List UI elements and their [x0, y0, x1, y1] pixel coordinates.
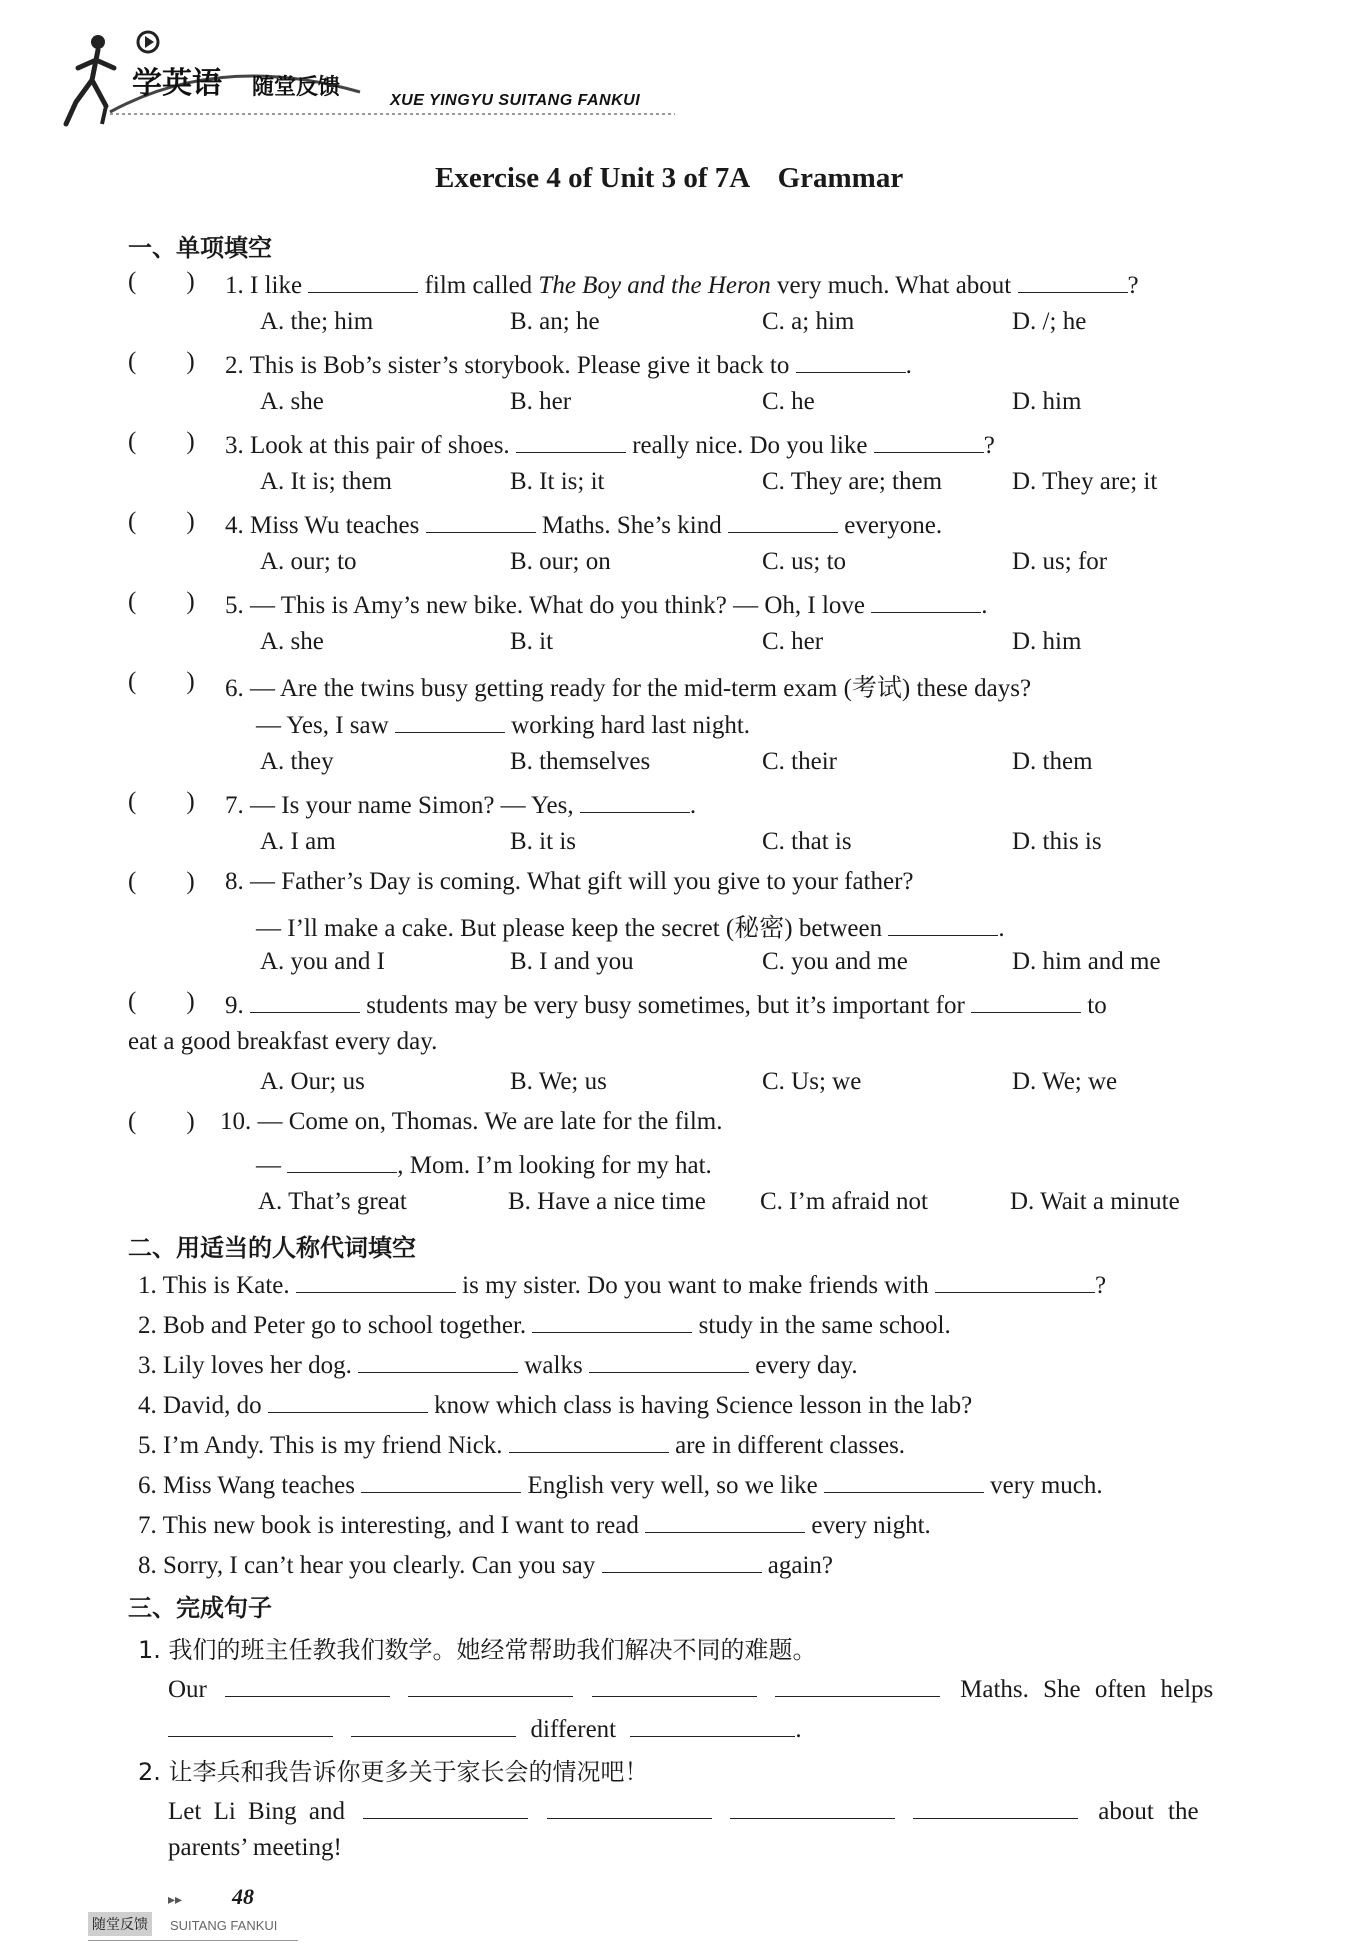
question-text — [225, 588, 988, 620]
text-segment: . — [689, 792, 697, 819]
text-segment: ? — [1127, 272, 1139, 299]
text-segment: walks — [524, 1352, 583, 1379]
option-d[interactable]: D. We; we — [1012, 1068, 1118, 1095]
header-en: XUE YINGYU SUITANG FANKUI — [390, 92, 641, 109]
item-number: 1. — [138, 1272, 157, 1299]
text-segment: Maths. She often helps — [960, 1676, 1214, 1703]
question-number: 9. — [225, 992, 244, 1019]
page-title: Exercise 4 of Unit 3 of 7A Grammar — [435, 162, 904, 194]
option-d[interactable]: D. him and me — [1012, 948, 1161, 975]
question-text-line2 — [128, 1028, 437, 1056]
option-c[interactable]: C. their — [762, 748, 837, 775]
option-d[interactable]: D. them — [1012, 748, 1093, 775]
question-text-line2 — [256, 1148, 712, 1180]
answer-bracket[interactable]: ( ) — [128, 268, 195, 295]
blank[interactable] — [592, 1672, 757, 1697]
question-number: 7. — [225, 792, 244, 819]
text-segment: Miss Wang teaches — [163, 1472, 355, 1499]
blank[interactable] — [532, 1308, 692, 1333]
answer-bracket[interactable]: ( ) — [128, 428, 195, 455]
item-number: 1. — [138, 1636, 161, 1664]
blank[interactable] — [824, 1468, 984, 1493]
blank[interactable] — [888, 911, 998, 936]
answer-bracket[interactable]: ( ) — [128, 348, 195, 375]
section3-heading: 三、完成句子 — [128, 1594, 272, 1622]
option-b[interactable]: B. We; us — [510, 1068, 607, 1095]
blank[interactable] — [308, 268, 418, 293]
option-d[interactable]: D. They are; it — [1012, 468, 1158, 495]
question-number: 10. — [220, 1108, 252, 1135]
option-b[interactable]: B. it is — [510, 828, 576, 855]
blank[interactable] — [225, 1672, 390, 1697]
question-number: 8. — [225, 868, 244, 895]
option-c[interactable]: C. a; him — [762, 308, 855, 335]
question-text-line2 — [256, 708, 750, 740]
option-d[interactable]: D. us; for — [1012, 548, 1108, 575]
blank[interactable] — [363, 1794, 528, 1819]
option-d[interactable]: D. him — [1012, 628, 1082, 655]
answer-line-1 — [168, 1672, 1213, 1704]
question-number: 2. — [225, 352, 244, 379]
item-number: 7. — [138, 1512, 157, 1539]
option-c[interactable]: C. I’m afraid not — [760, 1188, 929, 1215]
fill-item-8 — [138, 1548, 833, 1580]
section2-heading: 二、用适当的人称代词填空 — [128, 1234, 416, 1262]
text-segment: Let Li Bing and — [168, 1798, 345, 1825]
question-text — [220, 1108, 723, 1136]
blank[interactable] — [730, 1794, 895, 1819]
text-segment: very much. — [990, 1472, 1103, 1499]
text-segment: very much. What about — [777, 272, 1012, 299]
option-b[interactable]: B. Have a nice time — [508, 1188, 706, 1215]
question-number: 5. — [225, 592, 244, 619]
text-segment: Lily loves her dog. — [163, 1352, 352, 1379]
chinese-text: 我们的班主任教我们数学。她经常帮助我们解决不同的难题。 — [168, 1636, 817, 1664]
text-segment: different — [530, 1716, 617, 1743]
arrow-icon: ▸▸ — [168, 1893, 183, 1908]
question-text — [225, 508, 942, 540]
fill-item-5 — [138, 1428, 905, 1460]
fill-item-3 — [138, 1348, 858, 1380]
question-text — [225, 348, 912, 380]
blank[interactable] — [589, 1348, 749, 1373]
item-number: 5. — [138, 1432, 157, 1459]
answer-bracket[interactable]: ( ) — [128, 988, 195, 1015]
blank[interactable] — [516, 428, 626, 453]
answer-bracket[interactable]: ( ) — [128, 868, 195, 895]
text-segment: — Come on, Thomas. We are late for the film. — [257, 1108, 723, 1135]
option-c[interactable]: C. he — [762, 388, 815, 415]
answer-line-1 — [168, 1794, 1199, 1826]
text-segment: ? — [983, 432, 995, 459]
option-a[interactable]: A. I am — [260, 828, 336, 855]
blank[interactable] — [547, 1794, 712, 1819]
text-segment: David, do — [163, 1392, 262, 1419]
blank[interactable] — [874, 428, 984, 453]
blank[interactable] — [509, 1428, 669, 1453]
text-segment: again? — [767, 1552, 833, 1579]
blank[interactable] — [913, 1794, 1078, 1819]
text-segment: This is Bob’s sister’s storybook. Please give it back to — [249, 352, 790, 379]
text-segment: about the — [1098, 1798, 1199, 1825]
option-d[interactable]: D. /; he — [1012, 308, 1087, 335]
text-segment: This is Kate. — [162, 1272, 290, 1299]
footer-tag: 随堂反馈 — [88, 1912, 152, 1936]
footer-en: SUITANG FANKUI — [170, 1918, 278, 1933]
text-segment: know which class is having Science lesson in the lab? — [434, 1392, 973, 1419]
question-number: 4. — [225, 512, 244, 539]
text-segment: Our — [168, 1676, 207, 1703]
item-number: 3. — [138, 1352, 157, 1379]
option-a[interactable]: A. they — [260, 748, 334, 775]
option-b[interactable]: B. an; he — [510, 308, 600, 335]
option-d[interactable]: D. Wait a minute — [1010, 1188, 1180, 1215]
option-a[interactable]: A. the; him — [260, 308, 374, 335]
option-a[interactable]: A. she — [260, 388, 324, 415]
question-text — [225, 788, 696, 820]
text-segment: This new book is interesting, and I want to read — [162, 1512, 639, 1539]
text-segment: ? — [1095, 1272, 1107, 1299]
section1-heading: 一、单项填空 — [128, 234, 272, 262]
question-text — [225, 668, 1031, 704]
blank[interactable] — [351, 1712, 516, 1737]
blank[interactable] — [268, 1388, 428, 1413]
option-b[interactable]: B. our; on — [510, 548, 611, 575]
text-segment: English very well, so we like — [527, 1472, 818, 1499]
blank[interactable] — [796, 348, 906, 373]
fill-item-1 — [138, 1268, 1106, 1300]
text-segment: film called — [424, 272, 533, 299]
option-c[interactable]: C. They are; them — [762, 468, 943, 495]
option-c[interactable]: C. that is — [762, 828, 852, 855]
text-segment: — Are the twins busy getting ready for the mid-term exam (考试) these days? — [250, 675, 1032, 702]
option-a[interactable]: A. you and I — [260, 948, 385, 975]
fill-item-2 — [138, 1308, 951, 1340]
question-text — [225, 268, 1139, 300]
blank[interactable] — [361, 1468, 521, 1493]
text-segment: I like — [250, 272, 303, 299]
fill-item-7 — [138, 1508, 931, 1540]
option-c[interactable]: C. her — [762, 628, 824, 655]
item-number: 2. — [138, 1312, 157, 1339]
option-c[interactable]: C. Us; we — [762, 1068, 862, 1095]
header-cn-main: 学英语 — [132, 66, 222, 101]
text-segment: — This is Amy’s new bike. What do you think? — Oh, I love — [250, 592, 866, 619]
text-segment: Look at this pair of shoes. — [250, 432, 510, 459]
option-c[interactable]: C. you and me — [762, 948, 908, 975]
blank[interactable] — [580, 788, 690, 813]
item-number: 6. — [138, 1472, 157, 1499]
item-number: 4. — [138, 1392, 157, 1419]
text-segment: Miss Wu teaches — [250, 512, 420, 539]
film-title: The Boy and the Heron — [538, 272, 771, 299]
option-b[interactable]: B. themselves — [510, 748, 651, 775]
answer-bracket[interactable]: ( ) — [128, 788, 195, 815]
text-segment: — Is your name Simon? — Yes, — [250, 792, 574, 819]
blank[interactable] — [630, 1712, 795, 1737]
blank[interactable] — [1018, 268, 1128, 293]
option-d[interactable]: D. this is — [1012, 828, 1102, 855]
answer-bracket[interactable]: ( ) — [128, 588, 195, 615]
text-segment: , Mom. I’m looking for my hat. — [397, 1152, 712, 1179]
blank[interactable] — [426, 508, 536, 533]
option-b[interactable]: B. It is; it — [510, 468, 605, 495]
item-number: 2. — [138, 1758, 161, 1786]
text-segment: eat a good breakfast every day. — [128, 1028, 438, 1055]
text-segment: Bob and Peter go to school together. — [163, 1312, 527, 1339]
fill-item-6 — [138, 1468, 1103, 1500]
text-segment: Sorry, I can’t hear you clearly. Can you say — [163, 1552, 596, 1579]
question-text — [225, 988, 1107, 1020]
option-c[interactable]: C. us; to — [762, 548, 847, 575]
option-a[interactable]: A. That’s great — [258, 1188, 407, 1215]
fill-item-4 — [138, 1388, 972, 1420]
text-segment: every night. — [811, 1512, 931, 1539]
blank[interactable] — [287, 1148, 397, 1173]
chinese-text: 让李兵和我告诉你更多关于家长会的情况吧！ — [168, 1758, 649, 1786]
text-segment: — Father’s Day is coming. What gift will you give to your father? — [250, 868, 914, 895]
text-segment: I’m Andy. This is my friend Nick. — [163, 1432, 503, 1459]
option-d[interactable]: D. him — [1012, 388, 1082, 415]
question-text — [225, 428, 995, 460]
text-segment: every day. — [755, 1352, 858, 1379]
blank[interactable] — [935, 1268, 1095, 1293]
option-a[interactable]: A. Our; us — [260, 1068, 365, 1095]
text-segment: — I’ll make a cake. But please keep the secret (秘密) between — [256, 915, 883, 942]
text-segment: . — [795, 1716, 802, 1743]
chinese-prompt — [138, 1630, 817, 1665]
question-number: 6. — [225, 675, 244, 702]
footer-divider — [88, 1940, 298, 1941]
text-segment: — Yes, I saw — [256, 712, 389, 739]
option-a[interactable]: A. our; to — [260, 548, 357, 575]
option-a[interactable]: A. It is; them — [260, 468, 392, 495]
answer-line-2 — [168, 1712, 802, 1744]
option-b[interactable]: B. it — [510, 628, 554, 655]
text-segment: really nice. Do you like — [632, 432, 868, 459]
text-segment: everyone. — [844, 512, 943, 539]
question-text-line2 — [256, 908, 1005, 944]
answer-bracket[interactable]: ( ) — [128, 668, 195, 695]
text-segment: study in the same school. — [698, 1312, 951, 1339]
text-segment: . — [998, 915, 1005, 942]
question-text — [225, 868, 914, 896]
chinese-prompt — [138, 1752, 649, 1787]
text-segment: Maths. She’s kind — [541, 512, 722, 539]
text-segment: — — [256, 1152, 281, 1179]
option-a[interactable]: A. she — [260, 628, 324, 655]
text-segment: is my sister. Do you want to make friends with — [462, 1272, 929, 1299]
item-number: 8. — [138, 1552, 157, 1579]
header-cn-sub: 随堂反馈 — [252, 75, 341, 100]
answer-bracket[interactable]: ( ) — [128, 508, 195, 535]
answer-bracket[interactable]: ( ) — [128, 1108, 195, 1135]
blank[interactable] — [728, 508, 838, 533]
question-number: 1. — [225, 272, 244, 299]
blank[interactable] — [358, 1348, 518, 1373]
blank[interactable] — [645, 1508, 805, 1533]
page-number: 48 — [232, 1884, 254, 1909]
blank[interactable] — [296, 1268, 456, 1293]
blank[interactable] — [971, 988, 1081, 1013]
blank[interactable] — [168, 1712, 333, 1737]
blank[interactable] — [775, 1672, 940, 1697]
blank[interactable] — [602, 1548, 762, 1573]
answer-line-2 — [168, 1834, 342, 1862]
blank[interactable] — [250, 988, 360, 1013]
blank[interactable] — [395, 708, 505, 733]
text-segment: are in different classes. — [675, 1432, 906, 1459]
question-number: 3. — [225, 432, 244, 459]
text-segment: . — [981, 592, 988, 619]
text-segment: to — [1087, 992, 1107, 1019]
text-segment: parents’ meeting! — [168, 1834, 342, 1861]
option-b[interactable]: B. her — [510, 388, 572, 415]
option-b[interactable]: B. I and you — [510, 948, 634, 975]
text-segment: . — [905, 352, 912, 379]
text-segment: students may be very busy sometimes, but it’s important for — [366, 992, 965, 1019]
text-segment: working hard last night. — [511, 712, 751, 739]
blank[interactable] — [871, 588, 981, 613]
blank[interactable] — [408, 1672, 573, 1697]
